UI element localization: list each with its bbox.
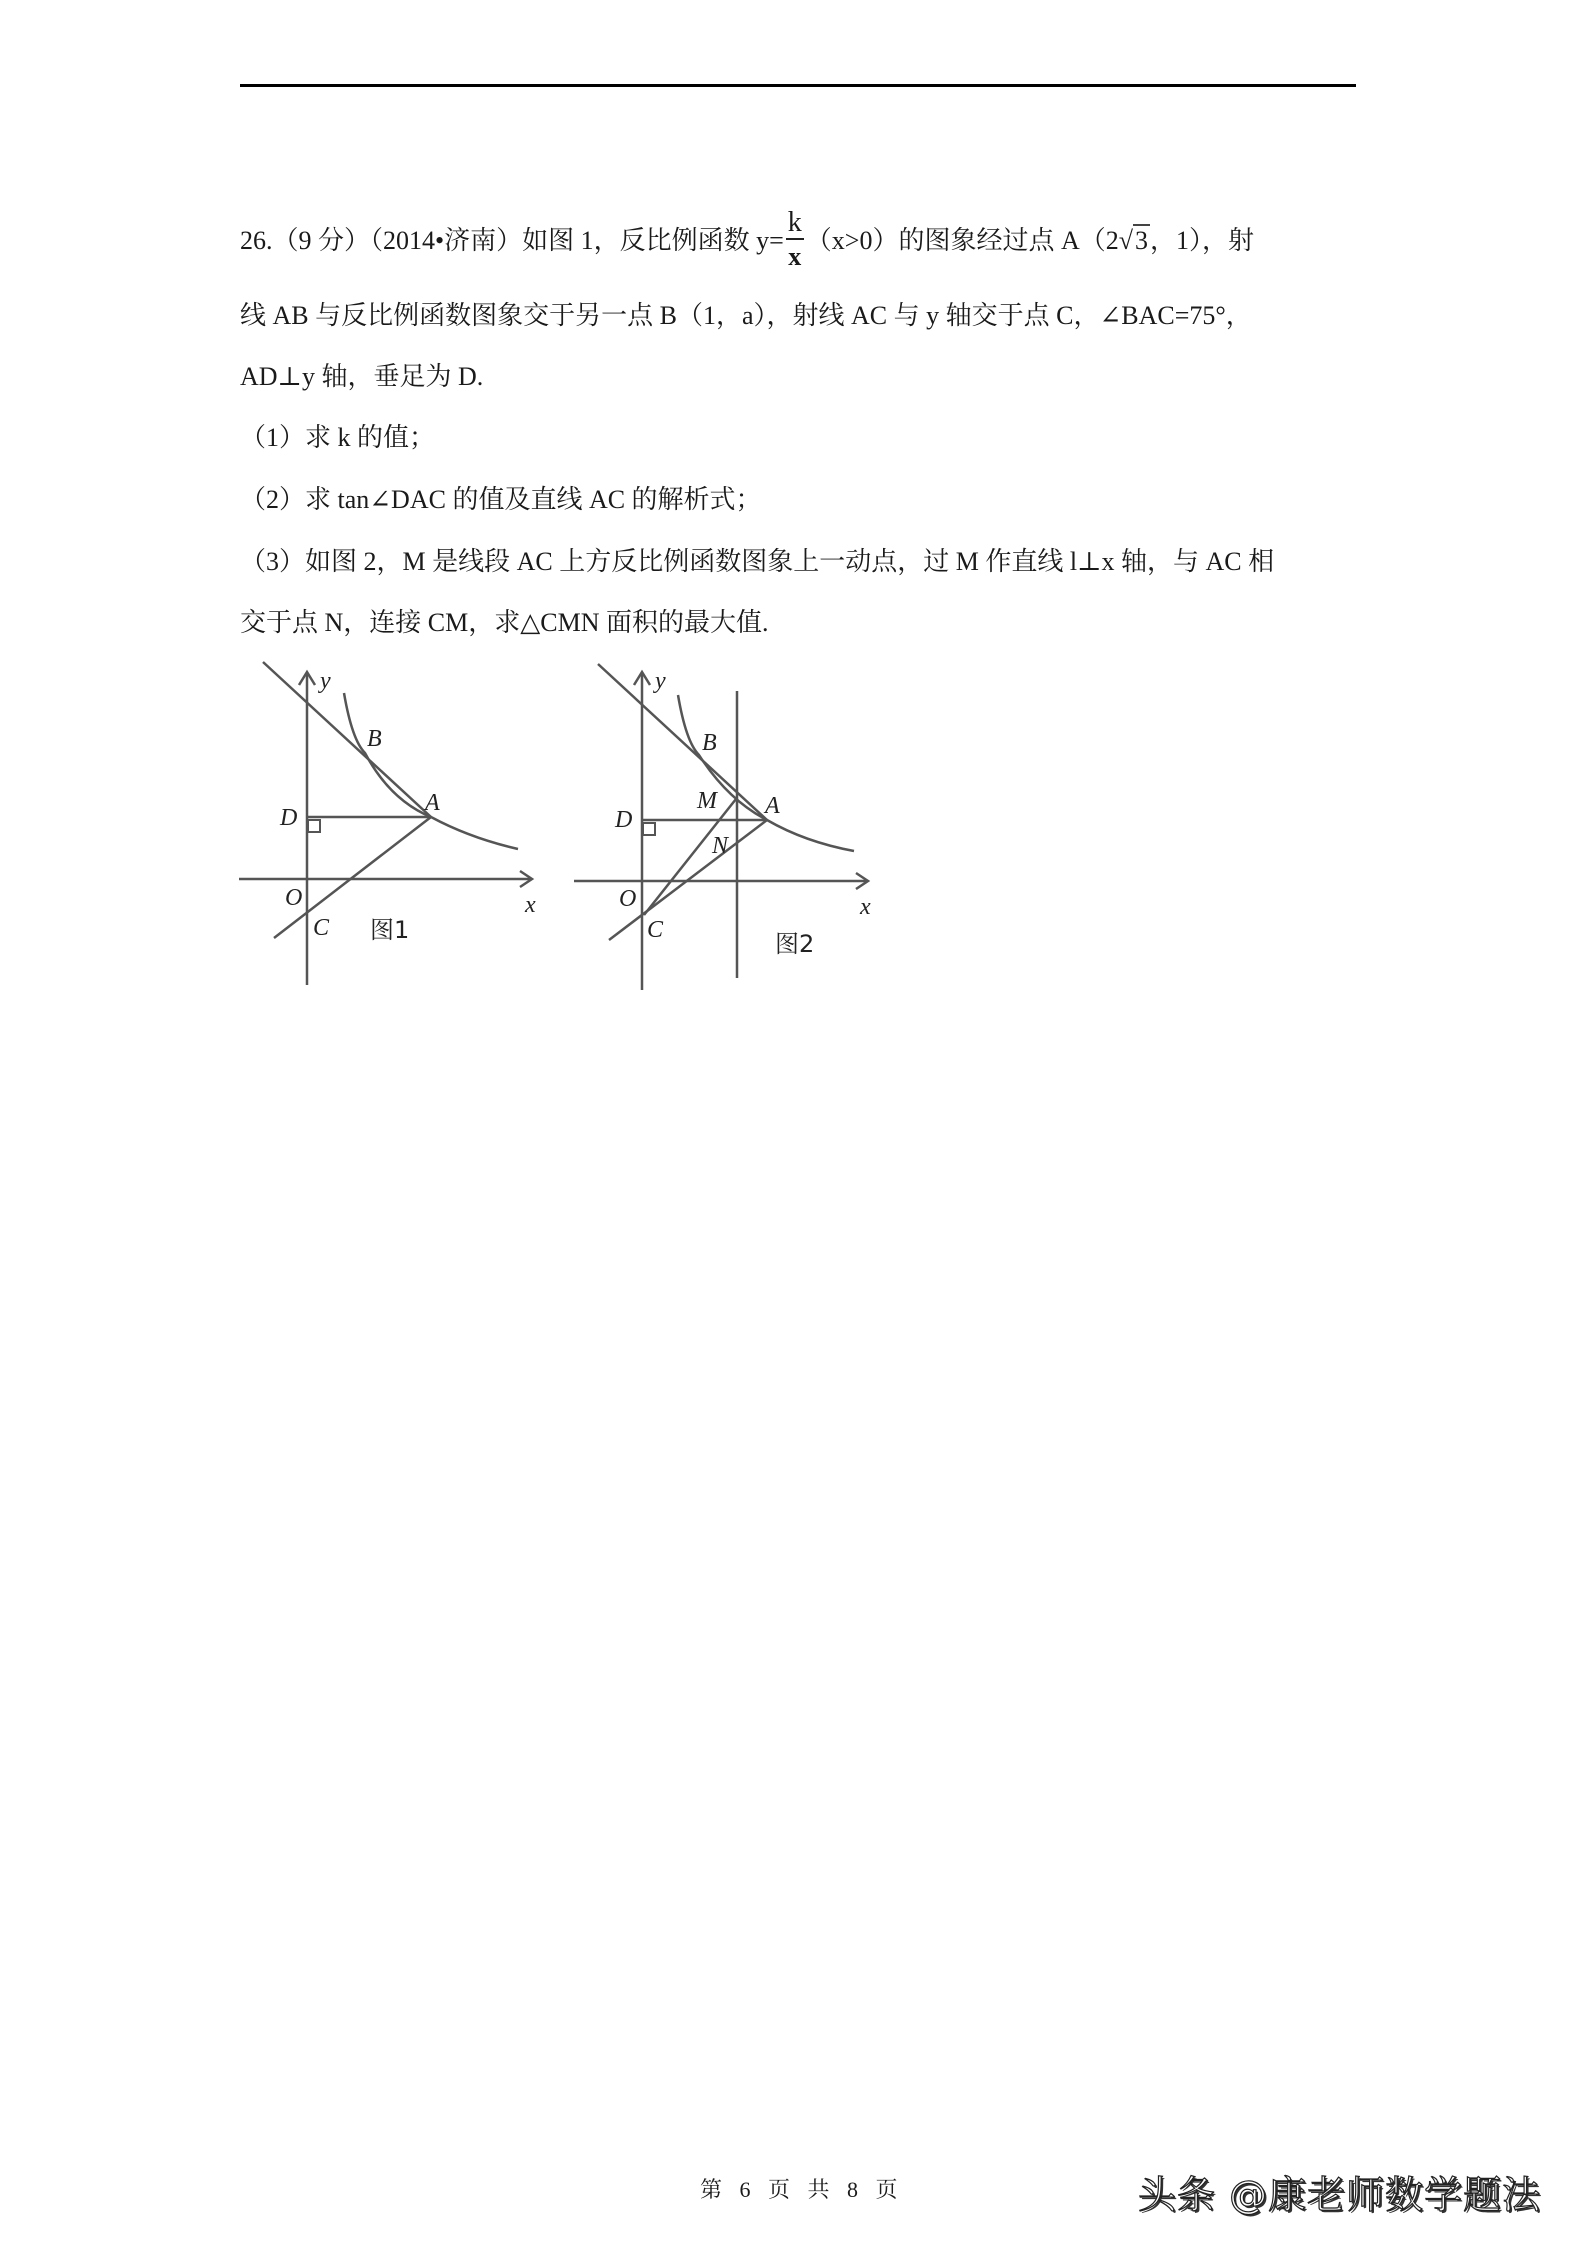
ray-ab (263, 662, 431, 817)
label-d: D (280, 805, 298, 831)
problem-text: （x>0）的图象经过点 A（2 (805, 225, 1119, 255)
label-d: D (615, 807, 633, 833)
problem-line-3: AD⊥y 轴，垂足为 D. (240, 362, 484, 391)
label-a: A (425, 790, 440, 816)
label-c: C (647, 917, 664, 943)
label-a: A (765, 793, 780, 819)
fraction-denominator: x (788, 242, 802, 271)
label-c: C (313, 915, 330, 941)
question-1: （1）求 k 的值； (240, 423, 436, 452)
label-x: x (525, 892, 536, 918)
label-y: y (655, 668, 666, 694)
hyperbola-curve (344, 693, 518, 849)
label-b: B (367, 726, 382, 752)
fraction-numerator: k (787, 207, 802, 238)
label-o: O (285, 885, 303, 911)
sqrt-radicand: 3 (1135, 225, 1149, 255)
question-3-line-2: 交于点 N，连接 CM，求△CMN 面积的最大值. (240, 608, 769, 637)
question-3-line-1: （3）如图 2，M 是线段 AC 上方反比例函数图象上一动点，过 M 作直线 l⊥x 轴，与 AC 相 (240, 547, 1275, 576)
problem-text: ，1），射 (1150, 225, 1255, 255)
right-angle-marker (643, 823, 655, 835)
figure-2-caption: 图2 (775, 930, 815, 958)
right-angle-marker (308, 820, 320, 832)
sqrt-expression (1119, 221, 1150, 261)
label-o: O (619, 886, 637, 912)
question-2: （2）求 tan∠DAC 的值及直线 AC 的解析式； (240, 485, 762, 514)
label-x: x (860, 894, 871, 920)
header-rule (240, 84, 1356, 87)
figure-1 (230, 650, 570, 1000)
hyperbola-curve (678, 695, 854, 851)
problem-text: 如图 1，反比例函数 y= (522, 225, 784, 255)
label-n: N (712, 833, 729, 859)
page-indicator: 第 6 页 共 8 页 (700, 2177, 904, 2202)
problem-line-2: 线 AB 与反比例函数图象交于另一点 B（1，a），射线 AC 与 y 轴交于点 C，∠BAC=75°， (240, 301, 1252, 330)
figure-1-caption: 图1 (370, 916, 410, 944)
problem-line-1 (240, 207, 1255, 271)
watermark: 头条 @康老师数学题法 (1138, 2173, 1542, 2217)
problem-score: （9 分） (272, 225, 371, 255)
label-m: M (697, 788, 717, 814)
fraction-k-over-x (786, 208, 804, 274)
label-y: y (320, 668, 331, 694)
problem-number: 26. (240, 225, 273, 255)
problem-source: （2014•济南） (370, 225, 523, 255)
figure-2 (560, 650, 900, 1000)
ray-ab (598, 664, 767, 820)
sqrt-sign-icon: √ (1118, 225, 1134, 255)
label-b: B (702, 730, 717, 756)
